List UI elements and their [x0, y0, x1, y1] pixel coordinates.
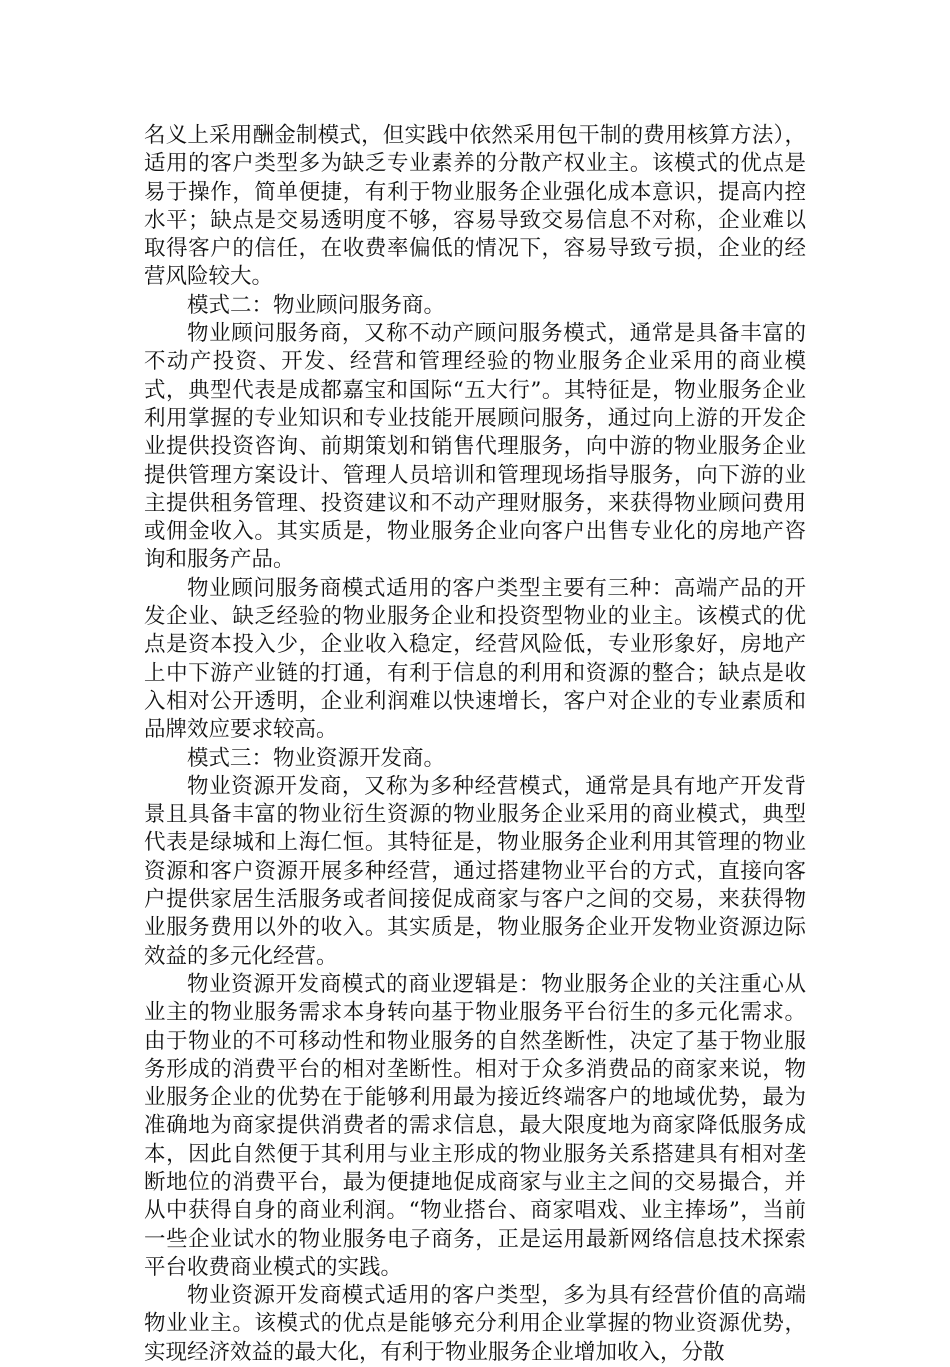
- heading-model-2: 模式二：物业顾问服务商。: [187, 292, 446, 318]
- heading-model-3: 模式三：物业资源开发商。: [187, 745, 446, 771]
- paragraph-8: 物业资源开发商模式适用的客户类型，多为具有经营价值的高端物业业主。该模式的优点是能够充分利用企业掌握的物业资源优势，实现经济效益的最大化，有利于物业服务企业增加收入，分散: [144, 1283, 806, 1365]
- paragraph-4: 物业顾问服务商模式适用的客户类型主要有三种：高端产品的开发企业、缺乏经验的物业服务企业和投资型物业的业主。该模式的优点是资本投入少，企业收入稳定，经营风险低，专业形象好，房地产上中下游产业链的打通，有利于信息的利用和资源的整合；缺点是收入相对公开透明，企业利润难以快速增长，客户对企业的专业素质和品牌效应要求较高。: [144, 575, 806, 743]
- paragraph-1: 名义上采用酬金制模式，但实践中依然采用包干制的费用核算方法），适用的客户类型多为缺乏专业素养的分散产权业主。该模式的优点是易于操作，简单便捷，有利于物业服务企业强化成本意识，提高内控水平；缺点是交易透明度不够，容易导致交易信息不对称，企业难以取得客户的信任，在收费率偏低的情况下，容易导致亏损，企业的经营风险较大。: [144, 123, 806, 290]
- paragraph-3: 物业顾问服务商，又称不动产顾问服务模式，通常是具备丰富的不动产投资、开发、经营和管理经验的物业服务企业采用的商业模式，典型代表是成都嘉宝和国际“五大行”。其特征是，物业服务企业利用掌握的专业知识和专业技能开展顾问服务，通过向上游的开发企业提供投资咨询、前期策划和销售代理服务，向中游的物业服务企业提供管理方案设计、管理人员培训和管理现场指导服务，向下游的业主提供租务管理、投资建议和不动产理财服务，来获得物业顾问费用或佣金收入。其实质是，物业服务企业向客户出售专业化的房地产咨询和服务产品。: [144, 321, 806, 573]
- paragraph-6: 物业资源开发商，又称为多种经营模式，通常是具有地产开发背景且具备丰富的物业衍生资源的物业服务企业采用的商业模式，典型代表是绿城和上海仁恒。其特征是，物业服务企业利用其管理的物业资源和客户资源开展多种经营，通过搭建物业平台的方式，直接向客户提供家居生活服务或者间接促成商家与客户之间的交易，来获得物业服务费用以外的收入。其实质是，物业服务企业开发物业资源边际效益的多元化经营。: [144, 773, 806, 969]
- paragraph-7: 物业资源开发商模式的商业逻辑是：物业服务企业的关注重心从业主的物业服务需求本身转向基于物业服务平台衍生的多元化需求。由于物业的不可移动性和物业服务的自然垄断性，决定了基于物业服务形成的消费平台的相对垄断性。相对于众多消费品的商家来说，物业服务企业的优势在于能够利用最为接近终端客户的地域优势，最为准确地为商家提供消费者的需求信息，最大限度地为商家降低服务成本，因此自然便于其利用与业主形成的物业服务关系搭建具有相对垄断地位的消费平台，最为便捷地促成商家与业主之间的交易撮合，并从中获得自身的商业利润。“物业搭台、商家唱戏、业主捧场”，当前一些企业试水的物业服务电子商务，正是运用最新网络信息技术探索平台收费商业模式的实践。: [144, 971, 806, 1280]
- document-body: [144, 122, 806, 1367]
